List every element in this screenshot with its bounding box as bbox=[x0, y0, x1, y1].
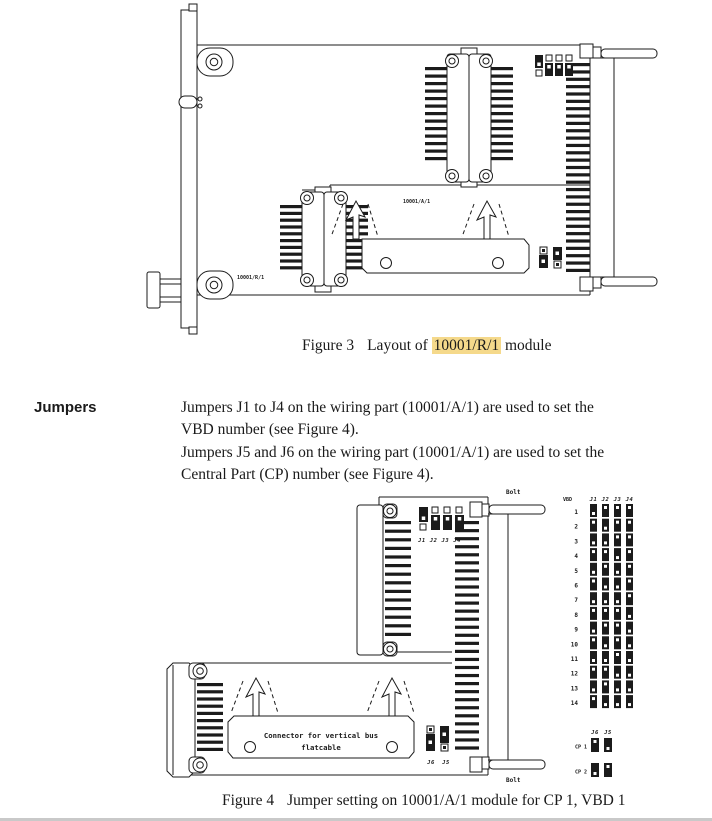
connector-pin bbox=[425, 90, 447, 93]
connector-pin bbox=[566, 239, 590, 242]
vbd-jumper-cell bbox=[590, 607, 597, 620]
vbd-jumper-cell bbox=[590, 680, 597, 693]
connector-pin bbox=[455, 658, 479, 661]
connector-pin bbox=[491, 120, 513, 123]
vbd-table-title: VBD bbox=[563, 497, 573, 503]
cp-row-label: CP 1 bbox=[574, 744, 587, 751]
connector-pin bbox=[455, 618, 479, 621]
connector-pin bbox=[425, 157, 447, 160]
paragraph-line: Central Part (CP) number (see Figure 4). bbox=[181, 466, 434, 484]
bolt-pin bbox=[489, 505, 545, 514]
connector-pin bbox=[385, 598, 411, 601]
connector-pin bbox=[280, 266, 302, 269]
j6-label: J6 bbox=[427, 760, 435, 766]
flatcable-label-line1: Connector for vertical bus bbox=[263, 731, 379, 740]
connector-pin bbox=[566, 195, 590, 198]
connector-pin bbox=[491, 112, 513, 115]
connector-pin bbox=[455, 650, 479, 653]
jumper bbox=[539, 247, 548, 268]
vbd-jumper-cell bbox=[626, 651, 633, 664]
connector-pin bbox=[566, 232, 590, 235]
connector-pin bbox=[566, 181, 590, 184]
vbd-row-label: 4 bbox=[574, 553, 578, 561]
connector-pin bbox=[455, 585, 479, 588]
connector-pin bbox=[455, 642, 479, 645]
connector-pin bbox=[491, 150, 513, 153]
vbd-jumper-cell bbox=[602, 651, 609, 664]
figure4-backplane-connector bbox=[470, 502, 545, 772]
connector-pin bbox=[455, 714, 479, 717]
vbd-jumper-cell bbox=[591, 738, 599, 752]
figure3-top-connector-pair bbox=[447, 48, 491, 187]
connector-pin bbox=[566, 269, 590, 272]
jumper-block-column bbox=[443, 507, 452, 530]
connector-pin bbox=[566, 114, 590, 117]
connector-pin bbox=[491, 135, 513, 138]
connector-pin bbox=[280, 205, 302, 208]
connector-pin bbox=[385, 573, 411, 576]
connector-pin bbox=[385, 564, 411, 567]
connector-pin bbox=[385, 581, 411, 584]
bolt-pin bbox=[489, 760, 545, 769]
vbd-jumper-cell bbox=[626, 548, 633, 561]
connector-pin bbox=[566, 122, 590, 125]
connector-pin bbox=[491, 127, 513, 130]
vbd-row-label: 1 bbox=[574, 509, 578, 516]
board-a-label: 10001/A/1 bbox=[403, 199, 431, 205]
vbd-jumper-cell bbox=[602, 680, 609, 693]
connector-pin bbox=[385, 555, 411, 558]
vbd-jumper-cell bbox=[604, 738, 612, 752]
vbd-row-label: 8 bbox=[574, 611, 578, 619]
vbd-column-header: J4 bbox=[625, 497, 634, 503]
vbd-jumper-cell bbox=[602, 636, 609, 649]
vbd-row-label: 11 bbox=[570, 656, 578, 663]
vbd-jumper-cell bbox=[602, 563, 609, 576]
vbd-jumper-cell bbox=[614, 592, 621, 605]
connector-pin bbox=[455, 577, 479, 580]
connector-pin bbox=[197, 741, 223, 744]
vbd-jumper-table bbox=[563, 497, 633, 777]
vbd-jumper-cell bbox=[626, 563, 633, 576]
connector-pin bbox=[280, 259, 302, 262]
figure4-caption-number: Figure 4 bbox=[222, 792, 275, 809]
figure4-caption-text: Jumper setting on 10001/A/1 module for CP 1, VBD 1 bbox=[287, 792, 626, 809]
connector-pin bbox=[425, 105, 447, 108]
connector-pin bbox=[385, 633, 411, 636]
vbd-jumper-cell bbox=[614, 622, 621, 635]
vbd-row-label: 2 bbox=[574, 523, 578, 531]
cp-column-header: J5 bbox=[604, 730, 612, 736]
figure3-caption-text-end: module bbox=[501, 337, 552, 354]
connector-pin bbox=[455, 593, 479, 596]
flatcable-label-line2: flatcable bbox=[301, 743, 341, 752]
connector-pin bbox=[385, 607, 411, 610]
connector-pin bbox=[566, 254, 590, 257]
connector-pin bbox=[566, 92, 590, 95]
figure3-caption-highlight: 10001/R/1 bbox=[433, 337, 500, 354]
vbd-jumper-cell bbox=[590, 592, 597, 605]
vbd-jumper-cell bbox=[614, 651, 621, 664]
connector-pin bbox=[425, 75, 447, 78]
connector-pin bbox=[566, 166, 590, 169]
connector-pin bbox=[385, 547, 411, 550]
connector-pin bbox=[566, 144, 590, 147]
vbd-row-label: 13 bbox=[570, 685, 578, 693]
connector-pin bbox=[455, 746, 479, 749]
connector-pin bbox=[491, 157, 513, 160]
vbd-jumper-cell bbox=[626, 578, 633, 591]
bolt-top-label: Bolt bbox=[506, 489, 521, 496]
vbd-jumper-cell bbox=[590, 519, 597, 532]
connector-pin bbox=[455, 698, 479, 701]
vbd-jumper-cell bbox=[614, 607, 621, 620]
ejector-arrow bbox=[477, 201, 496, 239]
connector-pin bbox=[385, 538, 411, 541]
connector-pin bbox=[455, 561, 479, 564]
vbd-jumper-cell bbox=[626, 504, 633, 517]
vbd-jumper-cell bbox=[590, 636, 597, 649]
connector-pin bbox=[385, 624, 411, 627]
connector-pin bbox=[455, 738, 479, 741]
connector-pin bbox=[566, 188, 590, 191]
connector-pin bbox=[425, 82, 447, 85]
vbd-jumper-cell bbox=[602, 548, 609, 561]
vbd-jumper-cell bbox=[590, 695, 597, 708]
connector-pin bbox=[566, 151, 590, 154]
vbd-jumper-cell bbox=[614, 680, 621, 693]
vbd-jumper-cell bbox=[626, 636, 633, 649]
vbd-jumper-cell bbox=[614, 636, 621, 649]
figure3-caption-text: Layout of bbox=[367, 337, 432, 354]
connector-pin bbox=[566, 85, 590, 88]
vbd-jumper-cell bbox=[590, 651, 597, 664]
paragraph-line: Jumpers J5 and J6 on the wiring part (10001/A/1) are used to set the bbox=[181, 443, 605, 461]
jumper-block-column bbox=[555, 55, 563, 76]
bolt-pin bbox=[601, 277, 657, 286]
jumper bbox=[426, 726, 435, 751]
connector-pin bbox=[425, 120, 447, 123]
connector-pin bbox=[455, 730, 479, 733]
connector-pin bbox=[425, 97, 447, 100]
connector-pin bbox=[455, 690, 479, 693]
jumper-block-column bbox=[565, 55, 573, 76]
connector-pin bbox=[566, 107, 590, 110]
figure3-backplane-connector bbox=[580, 44, 657, 291]
vbd-jumper-cell bbox=[614, 533, 621, 546]
board-r-label: 10001/R/1 bbox=[237, 275, 265, 281]
panel-handle bbox=[147, 272, 181, 308]
connector-pin bbox=[566, 225, 590, 228]
vbd-jumper-cell bbox=[626, 592, 633, 605]
connector-pin bbox=[491, 82, 513, 85]
vbd-jumper-cell bbox=[626, 519, 633, 532]
vbd-jumper-cell bbox=[602, 578, 609, 591]
connector-pin bbox=[455, 722, 479, 725]
connector-pin bbox=[280, 246, 302, 249]
connector-pin bbox=[491, 142, 513, 145]
vbd-jumper-cell bbox=[590, 666, 597, 679]
jumpers-heading: Jumpers bbox=[34, 399, 97, 416]
connector-pin bbox=[455, 545, 479, 548]
connector-pin bbox=[197, 697, 223, 700]
figure3-caption bbox=[302, 337, 552, 355]
connector-pin bbox=[455, 674, 479, 677]
connector-pin bbox=[491, 90, 513, 93]
ejector-arrow bbox=[246, 678, 265, 716]
connector-pin bbox=[425, 135, 447, 138]
connector-pin bbox=[566, 129, 590, 132]
connector-pin bbox=[455, 666, 479, 669]
vbd-jumper-cell bbox=[602, 695, 609, 708]
connector-pin bbox=[197, 683, 223, 686]
connector-pin bbox=[425, 67, 447, 70]
connector-pin bbox=[425, 127, 447, 130]
vbd-jumper-cell bbox=[602, 622, 609, 635]
vbd-jumper-cell bbox=[614, 548, 621, 561]
jumper bbox=[440, 726, 449, 751]
vbd-jumper-cell bbox=[626, 680, 633, 693]
connector-pin bbox=[280, 212, 302, 215]
jumper-block-column bbox=[535, 55, 543, 76]
jumper-block-column bbox=[455, 507, 464, 530]
vbd-jumper-cell bbox=[626, 666, 633, 679]
connector-pin bbox=[455, 602, 479, 605]
jumpers-paragraph bbox=[181, 397, 604, 487]
vbd-jumper-cell bbox=[614, 519, 621, 532]
vbd-jumper-cell bbox=[602, 533, 609, 546]
ejector-swing-dashed bbox=[231, 681, 243, 713]
connector-pin bbox=[425, 112, 447, 115]
connector-pin bbox=[491, 67, 513, 70]
figure4-caption bbox=[222, 792, 626, 810]
vbd-jumper-cell bbox=[590, 504, 597, 517]
vbd-column-header: J1 bbox=[589, 497, 598, 503]
connector-pin bbox=[566, 210, 590, 213]
connector-pin bbox=[566, 173, 590, 176]
j5-label: J5 bbox=[442, 760, 450, 766]
connector-pin bbox=[566, 203, 590, 206]
vbd-jumper-cell bbox=[614, 504, 621, 517]
vbd-jumper-cell bbox=[614, 578, 621, 591]
panel-slot bbox=[179, 96, 197, 108]
vbd-jumper-cell bbox=[591, 763, 599, 777]
connector-pin bbox=[385, 530, 411, 533]
vbd-jumper-cell bbox=[614, 695, 621, 708]
jumper bbox=[553, 247, 562, 268]
connector-pin bbox=[197, 690, 223, 693]
connector-pin bbox=[425, 150, 447, 153]
jumper-block-column bbox=[431, 507, 440, 530]
connector-pin bbox=[455, 634, 479, 637]
vbd-jumper-cell bbox=[590, 563, 597, 576]
vbd-column-header: J3 bbox=[613, 497, 622, 503]
connector-pin bbox=[280, 253, 302, 256]
connector-pin bbox=[455, 682, 479, 685]
vbd-jumper-cell bbox=[626, 533, 633, 546]
vbd-row-label: 9 bbox=[574, 626, 578, 634]
connector-pin bbox=[385, 616, 411, 619]
connector-pin bbox=[385, 590, 411, 593]
jumper-block-label: J1 J2 J3 J4 bbox=[418, 538, 462, 544]
connector-pin bbox=[566, 159, 590, 162]
connector-pin bbox=[455, 706, 479, 709]
vbd-jumper-cell bbox=[590, 578, 597, 591]
paragraph-line: VBD number (see Figure 4). bbox=[181, 421, 359, 439]
vbd-row-label: 3 bbox=[574, 538, 578, 546]
vbd-row-label: 5 bbox=[574, 567, 578, 575]
cp-column-header: J6 bbox=[591, 730, 599, 736]
figure3-caption-number: Figure 3 bbox=[302, 337, 355, 354]
connector-pin bbox=[455, 553, 479, 556]
connector-pin bbox=[280, 232, 302, 235]
vbd-jumper-cell bbox=[626, 622, 633, 635]
vbd-row-label: 10 bbox=[570, 641, 578, 649]
paragraph-line: Jumpers J1 to J4 on the wiring part (10001/A/1) are used to set the bbox=[181, 399, 594, 416]
connector-pin bbox=[491, 105, 513, 108]
vbd-row-label: 6 bbox=[574, 582, 578, 590]
vbd-jumper-cell bbox=[626, 695, 633, 708]
jumper-block-column bbox=[545, 55, 553, 76]
connector-pin bbox=[425, 142, 447, 145]
vbd-jumper-cell bbox=[614, 666, 621, 679]
vbd-jumper-cell bbox=[590, 533, 597, 546]
vbd-row-label: 12 bbox=[570, 670, 578, 678]
ejector-arrow bbox=[382, 678, 401, 716]
vbd-jumper-cell bbox=[590, 622, 597, 635]
connector-pin bbox=[566, 137, 590, 140]
vbd-jumper-cell bbox=[602, 519, 609, 532]
connector-pin bbox=[455, 626, 479, 629]
connector-pin bbox=[566, 247, 590, 250]
connector-pin bbox=[566, 78, 590, 81]
bolt-bottom-label: Bolt bbox=[506, 777, 521, 784]
connector-pin bbox=[280, 225, 302, 228]
bolt-pin bbox=[601, 49, 657, 58]
vbd-jumper-cell bbox=[602, 592, 609, 605]
connector-pin bbox=[197, 726, 223, 729]
connector-pin bbox=[491, 97, 513, 100]
vbd-jumper-cell bbox=[602, 504, 609, 517]
vbd-jumper-cell bbox=[590, 548, 597, 561]
connector-pin bbox=[566, 100, 590, 103]
connector-pin bbox=[197, 748, 223, 751]
vbd-jumper-cell bbox=[626, 607, 633, 620]
connector-pin bbox=[197, 712, 223, 715]
vbd-column-header: J2 bbox=[601, 497, 610, 503]
connector-pin bbox=[280, 219, 302, 222]
connector-pin bbox=[197, 719, 223, 722]
vbd-row-label: 7 bbox=[574, 597, 578, 605]
connector-pin bbox=[385, 521, 411, 524]
connector-pin bbox=[566, 261, 590, 264]
connector-pin bbox=[491, 75, 513, 78]
vbd-jumper-cell bbox=[602, 607, 609, 620]
vbd-jumper-cell bbox=[602, 666, 609, 679]
cp-row-label: CP 2 bbox=[574, 769, 587, 776]
connector-pin bbox=[197, 733, 223, 736]
connector-pin bbox=[280, 239, 302, 242]
vbd-jumper-cell bbox=[614, 563, 621, 576]
connector-pin bbox=[566, 217, 590, 220]
connector-pin bbox=[455, 610, 479, 613]
vbd-jumper-cell bbox=[604, 763, 612, 777]
jumper-block-column bbox=[419, 507, 428, 530]
connector-pin bbox=[197, 705, 223, 708]
connector-pin bbox=[455, 569, 479, 572]
vbd-row-label: 14 bbox=[570, 700, 578, 708]
